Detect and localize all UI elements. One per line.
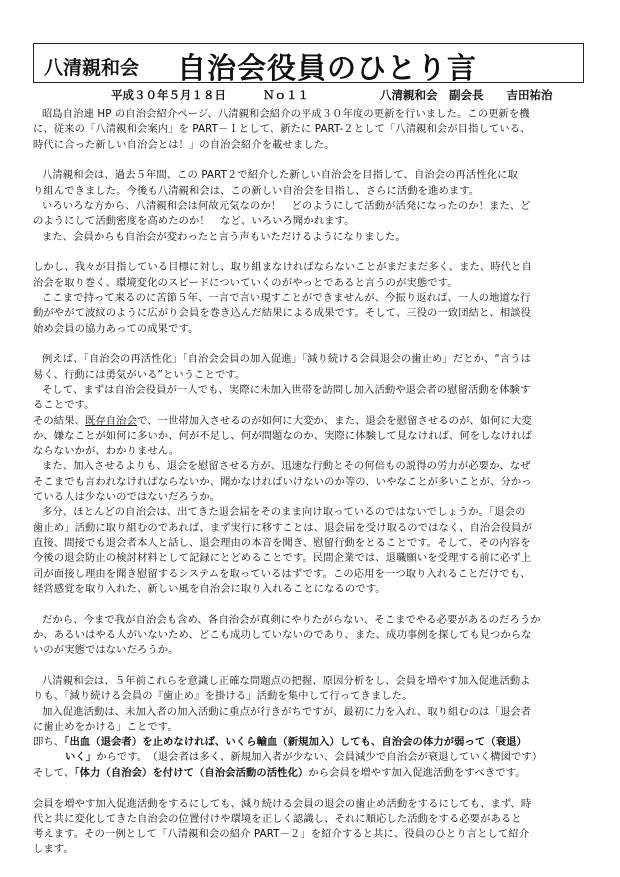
article-body (33, 107, 586, 858)
issue-date: 平成３０年５月１８日 (111, 88, 226, 102)
text-line: いのが実態ではないだろうか。 (33, 644, 179, 657)
text-line: ることです。 (33, 399, 95, 412)
text-line: そして、まずは自治会役員が一人でも、実際に未加入世帯を訪問し加入活動や退会者の慰留活動を体験す (42, 383, 531, 396)
emphasis-text: 「体力（自治会）を付けて（自治会活動の活性化） (74, 766, 309, 779)
page-title: 自治会役員のひとり言 (177, 51, 478, 85)
text-line: 八清親和会は、過去５年間、この PART２で紹介した新しい自治会を目指して、自治会の再活性化に取 (42, 169, 518, 182)
paragraph-results (33, 414, 586, 598)
text-line: に、従来の「八清親和会案内」を PART－１として、新たに PART-２として「八清親和会が目指している、 (33, 123, 531, 136)
text-line: 易く、行動には勇気がいる”ということです。 (33, 368, 246, 381)
text-line: 会員を増やす加入促進活動をするにしても、減り続ける会員の退会の歯止め活動をするにしても、まず、時 (33, 797, 532, 810)
text-line: に歯止めをかける」ことです。 (33, 720, 178, 733)
text-line: そこまでも言われなければならないか、聞かなければいけないのか等の、いやなことが多いことが、分かっ (33, 475, 532, 488)
text-line: のようにして活動密度を高めたのか！ など、いろいろ聞かれます。 (33, 215, 355, 228)
paragraph-progress (33, 168, 586, 244)
text-line: いろいろな方から、八清親和会は何故元気なのか！ どのようにして活動が活発になったのか！また、ど (42, 199, 531, 212)
text-line: 考えます。その一例として「八清親和会の紹介 PART－２」を紹介すると共に、役員のひとり言として紹介 (33, 828, 530, 841)
text-line: また、会員からも自治会が変わったと言う声もいただけるようになりました。 (42, 230, 406, 243)
text-line: また、加入させるよりも、退会を慰留させる方が、迅速な行動とその何倍もの説得の労力が必要か、なぜ (42, 460, 531, 473)
text-line: 今後の退会防止の検討材料として記録にとどめることです。民間企業では、退職願いを受理する前に必ず上 (33, 552, 532, 565)
paragraph-approach (33, 674, 586, 781)
text-line: ここまで持って来るのに苦節５年、一言で言い現すことができませんが、今振り返れば、一人の地道な行 (42, 291, 531, 304)
text-line: 多分、ほとんどの自治会は、出てきた退会届をそのまま向け取っているのではないでしょうか。「退会の (42, 506, 526, 519)
paragraph-examples (33, 352, 586, 413)
text-line: 経営感覚を取り入れた、新しい風を自治会に取り入れることになるのです。 (33, 582, 386, 595)
text-line: か、嫌なことが如何に多いか、何が不足し、何が問題なのか、実際に体験して見なければ、何をしなければ (33, 429, 533, 442)
text-line: 昭島自治連 HP の自治会紹介ページ、八清親和会紹介の平成３０年度の更新を行いました。この更新を機 (42, 108, 530, 120)
text-line: 時代に合った新しい自治会とは！」の自治会紹介を載せました。 (33, 138, 335, 151)
text-line: 動がやがて波紋のように広がり会員を巻き込んだ結果による成果です。そして、三役の一致団結と、相談役 (33, 307, 532, 320)
text-line: そして、「体力（自治会）を付けて（自治会活動の活性化）から会員を増やす加入促進活動をすべきです。 (33, 766, 526, 779)
text-line: りも、「減り続ける会員の『歯止め』を掛ける」活動を集中して行ってきました。 (33, 690, 413, 703)
text-line: 即ち、「出血（退会者）を止めなければ、いくら輸血（新規加入）しても、自治会の体力が弱って（衰退） (33, 736, 527, 749)
text-line: しかし、我々が目指している目標に対し、取り組まなければならないことがまだまだ多く、また、時代と自 (33, 261, 532, 274)
author-line: 八清親和会 副会長 吉田祐治 (380, 88, 553, 102)
text-line: だから、今まで我が自治会も含め、各自治会が真剣にやりたがらない、そこまでやる必要があるのだろうか (42, 613, 541, 626)
emphasis-text: 「出血（退会者）を止めなければ、いくら輸血（新規加入）しても、自治会の体力が弱って（衰退） (64, 736, 527, 749)
text-line: 治会を取り巻く、環境変化のスピードについていくのがやっとであると言うのが実態です。 (33, 276, 458, 289)
underlined-term: 既存自治会 (84, 414, 137, 427)
title-box (33, 43, 584, 83)
text-line: か、あるいはやる人がいないため、どこも成功していないのであり、また、成功事例を探しても見つからな (33, 628, 532, 641)
issue-number: Ｎｏ１１ (263, 88, 309, 102)
paragraph-conclusion (33, 797, 586, 858)
text-line: 例えば、「自治会の再活性化」「自治会会員の加入促進」「減り続ける会員退会の歯止め」だとか、“言うは (42, 353, 532, 366)
text-line: 歯止め」活動に取り組むのであれば、まず実行に移すことは、退会届を受け取るのではなく、自治会役員が (33, 521, 532, 534)
text-line: します。 (33, 843, 74, 856)
text-line: その結果、既存自治会で、一世帯加入させるのが如何に大変か、また、退会を慰留させるのが、如何に大変 (33, 414, 532, 427)
text-line: り組んできました。今後も八清親和会は、この新しい自治会を目指し、さらに活動を進めます。 (33, 184, 480, 197)
text-line: 司が面接し理由を聞き慰留するシステムを取っているはずです。この応用を一つ取り入れることだけでも、 (33, 567, 531, 580)
emphasis-text: いく」 (65, 751, 97, 764)
org-name: 八清親和会 (44, 57, 140, 79)
text-line: いく」からです。 （退会者は多く、新規加入者が少ない、会員減少で自治会が衰退していく構図です） (65, 751, 543, 764)
text-line: 加入促進活動は、未加入者の加入活動に重点が行きがちですが、最初に力を入れ、取り組むのは「退会者 (42, 705, 532, 718)
text-line: 代と共に変化してきた自治会の位置付けや環境を正しく認識し、それに順応した活動をする必要があると (33, 812, 522, 825)
text-line: 八清親和会は、５年前これらを意識し正確な問題点の把握、原因分析をし、会員を増やす加入促進活動よ (42, 675, 531, 687)
text-line: ならないかが、わかりません。 (33, 445, 180, 458)
paragraph-challenges (33, 260, 586, 336)
text-line: 始め会員の協力あっての成果です。 (33, 322, 199, 335)
paragraph-intro (33, 107, 586, 153)
text-line: 直接、間接でも退会者本人と話し、退会理由の本音を聞き、慰留行動をとることです。そして、その内容を (33, 536, 531, 549)
paragraph-reality (33, 613, 586, 659)
text-line: ている人は少ないのではないだろうか。 (33, 491, 221, 504)
